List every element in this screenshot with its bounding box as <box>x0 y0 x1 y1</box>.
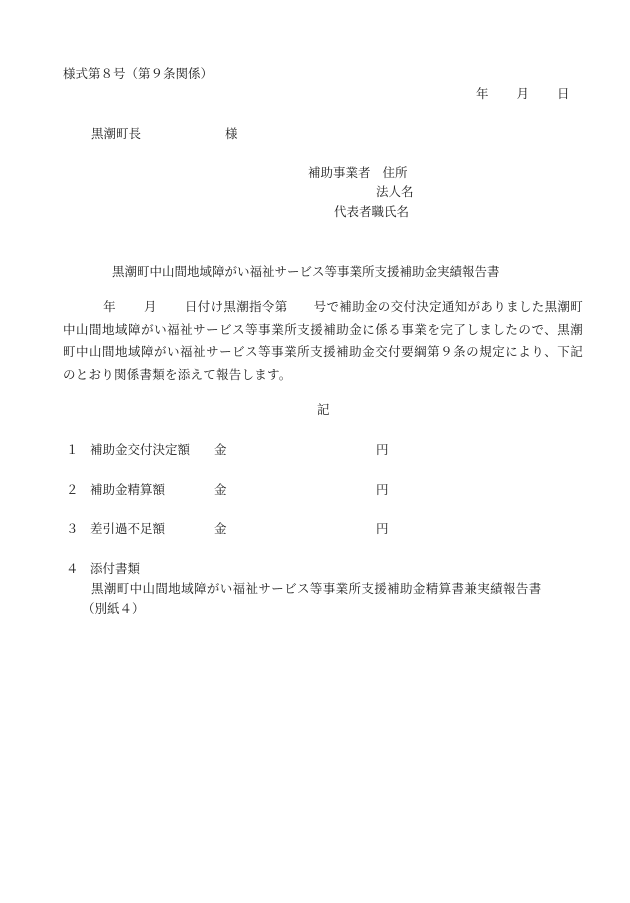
body-main-text: 号で補助金の交付決定通知がありました黒潮町中山間地域障がい福祉サービス等事業所支援補助金に係る事業を完了しましたので、黒潮町中山間地域障がい福祉サービス等事業所支援補助金交付要綱第９条の規定により、下記のとおり関係書類を添えて報告します。 <box>63 299 583 382</box>
body-month: 月 <box>143 299 157 314</box>
body-paragraph <box>63 296 583 386</box>
applicant-rep-label: 代表者職氏名 <box>334 204 410 219</box>
item-unit: 円 <box>376 482 389 497</box>
applicant-role: 補助事業者 <box>308 165 371 180</box>
item-prefix: 金 <box>214 521 227 536</box>
item-number: ３ <box>66 521 79 536</box>
item-label: 補助金交付決定額 <box>90 442 191 457</box>
date-year: 年 <box>476 86 489 101</box>
body-year: 年 <box>103 299 116 314</box>
applicant-corp-label: 法人名 <box>376 184 414 199</box>
document-title: 黒潮町中山間地域障がい福祉サービス等事業所支援補助金実績報告書 <box>112 264 500 279</box>
applicant-address-line <box>308 167 408 180</box>
item-prefix: 金 <box>214 482 227 497</box>
body-after-date: 日付け黒潮指令第 <box>184 299 288 314</box>
item-unit: 円 <box>376 521 389 536</box>
item-label: 補助金精算額 <box>90 482 166 497</box>
item-row <box>66 444 389 457</box>
attachments-number: ４ <box>66 561 79 576</box>
date-month: 月 <box>516 86 530 101</box>
attachment-line-2: （別紙４） <box>82 601 145 616</box>
addressee-honorific: 様 <box>225 126 238 141</box>
addressee-name: 黒潮町長 <box>91 126 142 141</box>
attachments-label: 添付書類 <box>90 561 141 576</box>
item-unit: 円 <box>376 442 389 457</box>
date-day: 日 <box>557 86 570 101</box>
item-row <box>66 484 389 497</box>
item-prefix: 金 <box>214 442 227 457</box>
applicant-address-label: 住所 <box>382 165 408 180</box>
attachment-line-1: 黒潮町中山間地域障がい福祉サービス等事業所支援補助金精算書兼実績報告書 <box>91 581 542 596</box>
date-line <box>476 88 570 101</box>
item-number: １ <box>66 442 79 457</box>
addressee <box>91 128 238 141</box>
form-number: 様式第８号（第９条関係） <box>63 66 214 81</box>
item-number: ２ <box>66 482 79 497</box>
ki-heading: 記 <box>317 402 330 417</box>
attachments-heading <box>66 563 140 576</box>
item-row <box>66 523 389 536</box>
item-label: 差引過不足額 <box>90 521 166 536</box>
